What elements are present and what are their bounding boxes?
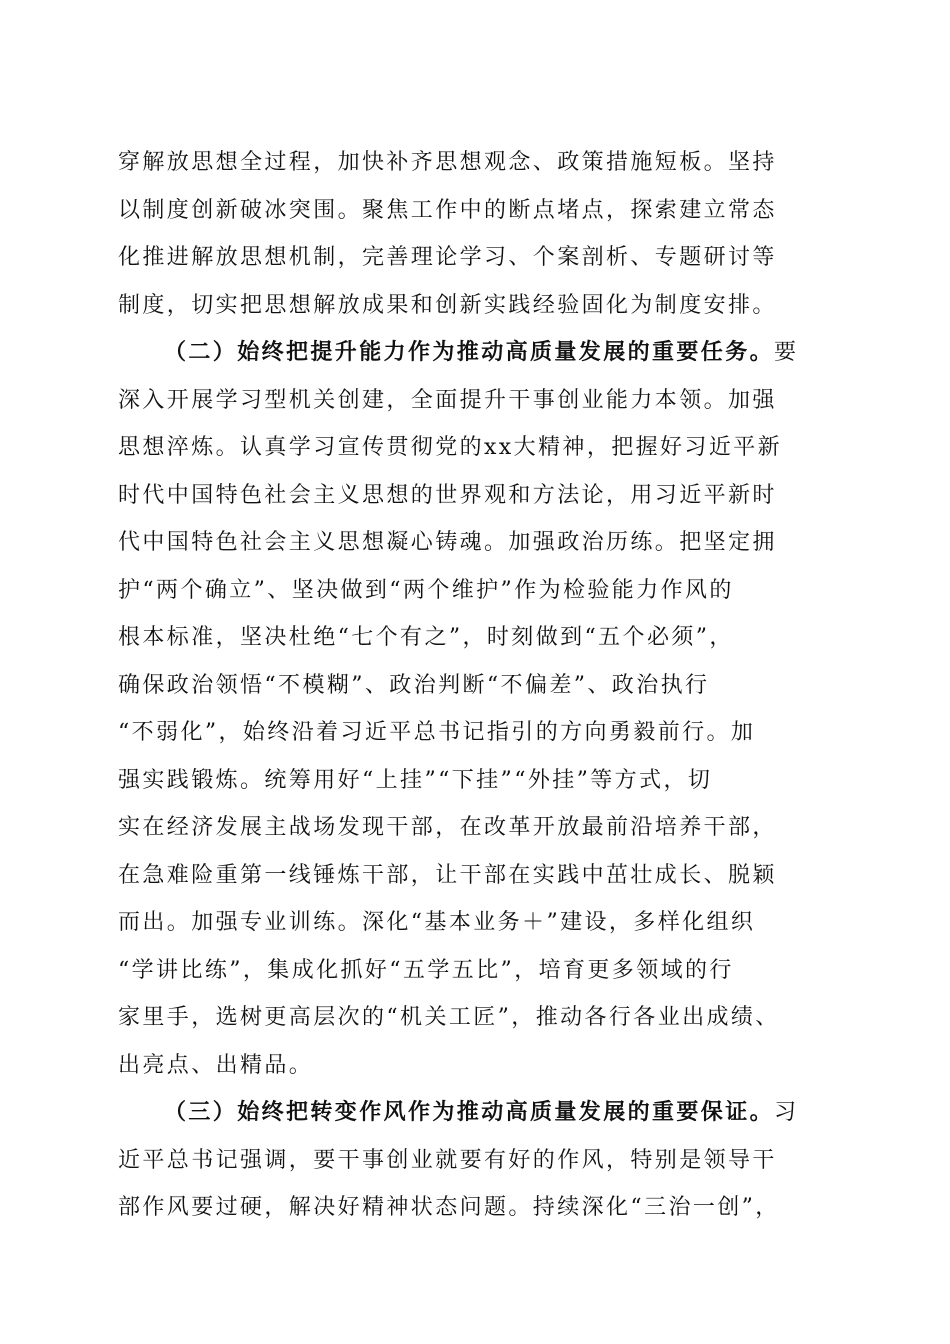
body-text: 深入开展学习型机关创建，全面提升干事创业能力本领。加强 <box>118 387 777 413</box>
body-text: 护“两个确立”、坚决做到“两个维护”作为检验能力作风的 <box>118 577 734 603</box>
body-text-line <box>118 994 848 1042</box>
body-text-line <box>118 804 848 852</box>
body-text-line <box>118 614 848 662</box>
body-text-line <box>118 519 848 567</box>
body-text-line <box>118 852 848 900</box>
body-text-line <box>118 1137 848 1185</box>
body-text: 强实践锻炼。统筹用好“上挂”“下挂”“外挂”等方式，切 <box>118 767 713 793</box>
body-text: 化推进解放思想机制，完善理论学习、个案剖析、专题研讨等 <box>118 245 777 270</box>
body-text: 要 <box>774 340 799 365</box>
body-text: 根本标准，坚决杜绝“七个有之”，时刻做到“五个必须”， <box>118 625 734 650</box>
body-text-line <box>118 662 848 710</box>
section-heading-line <box>118 329 848 377</box>
document-body <box>118 139 848 1232</box>
body-text-line <box>118 567 848 615</box>
body-text-line <box>118 187 848 235</box>
body-text: 部作风要过硬，解决好精神状态问题。持续深化“三治一创”， <box>118 1195 780 1220</box>
body-text-line <box>118 947 848 995</box>
body-text: 代中国特色社会主义思想凝心铸魂。加强政治历练。把坚定拥 <box>118 530 777 555</box>
body-text-line <box>118 377 848 425</box>
section-heading-text: （二）始终把提升能力作为推动高质量发展的重要任务。 <box>164 339 775 365</box>
body-text: 以制度创新破冰突围。聚焦工作中的断点堵点，探索建立常态 <box>118 197 777 223</box>
body-text: “学讲比练”，集成化抓好“五学五比”，培育更多领域的行 <box>118 957 734 983</box>
body-text-line <box>118 709 848 757</box>
body-text: 实在经济发展主战场发现干部，在改革开放最前沿培养干部， <box>118 815 777 840</box>
body-text-line <box>118 757 848 805</box>
body-text-line <box>118 234 848 282</box>
body-text-line <box>118 1184 848 1232</box>
body-text: 近平总书记强调，要干事创业就要有好的作风，特别是领导干 <box>118 1147 777 1173</box>
body-text: 思想淬炼。认真学习宣传贯彻党的xx大精神，把握好习近平新 <box>118 435 783 460</box>
body-text: 出亮点、出精品。 <box>118 1052 314 1078</box>
body-text-line <box>118 1042 848 1090</box>
body-text-line <box>118 899 848 947</box>
body-text: 时代中国特色社会主义思想的世界观和方法论，用习近平新时 <box>118 482 777 508</box>
body-text: “不弱化”，始终沿着习近平总书记指引的方向勇毅前行。加 <box>118 720 756 745</box>
body-text: 家里手，选树更高层次的“机关工匠”，推动各行各业出成绩、 <box>118 1005 780 1030</box>
body-text: 而出。加强专业训练。深化“基本业务＋”建设，多样化组织 <box>118 910 756 935</box>
body-text-line <box>118 139 848 187</box>
body-text-line <box>118 282 848 330</box>
section-heading-line <box>118 1089 848 1137</box>
body-text: 确保政治领悟“不模糊”、政治判断“不偏差”、政治执行 <box>118 672 710 698</box>
body-text: 在急难险重第一线锤炼干部，让干部在实践中茁壮成长、脱颖 <box>118 862 777 888</box>
body-text-line <box>118 472 848 520</box>
body-text-line <box>118 424 848 472</box>
body-text: 习 <box>774 1100 799 1125</box>
body-text: 制度，切实把思想解放成果和创新实践经验固化为制度安排。 <box>118 292 777 318</box>
section-heading-text: （三）始终把转变作风作为推动高质量发展的重要保证。 <box>164 1099 775 1125</box>
body-text: 穿解放思想全过程，加快补齐思想观念、政策措施短板。坚持 <box>118 150 777 175</box>
